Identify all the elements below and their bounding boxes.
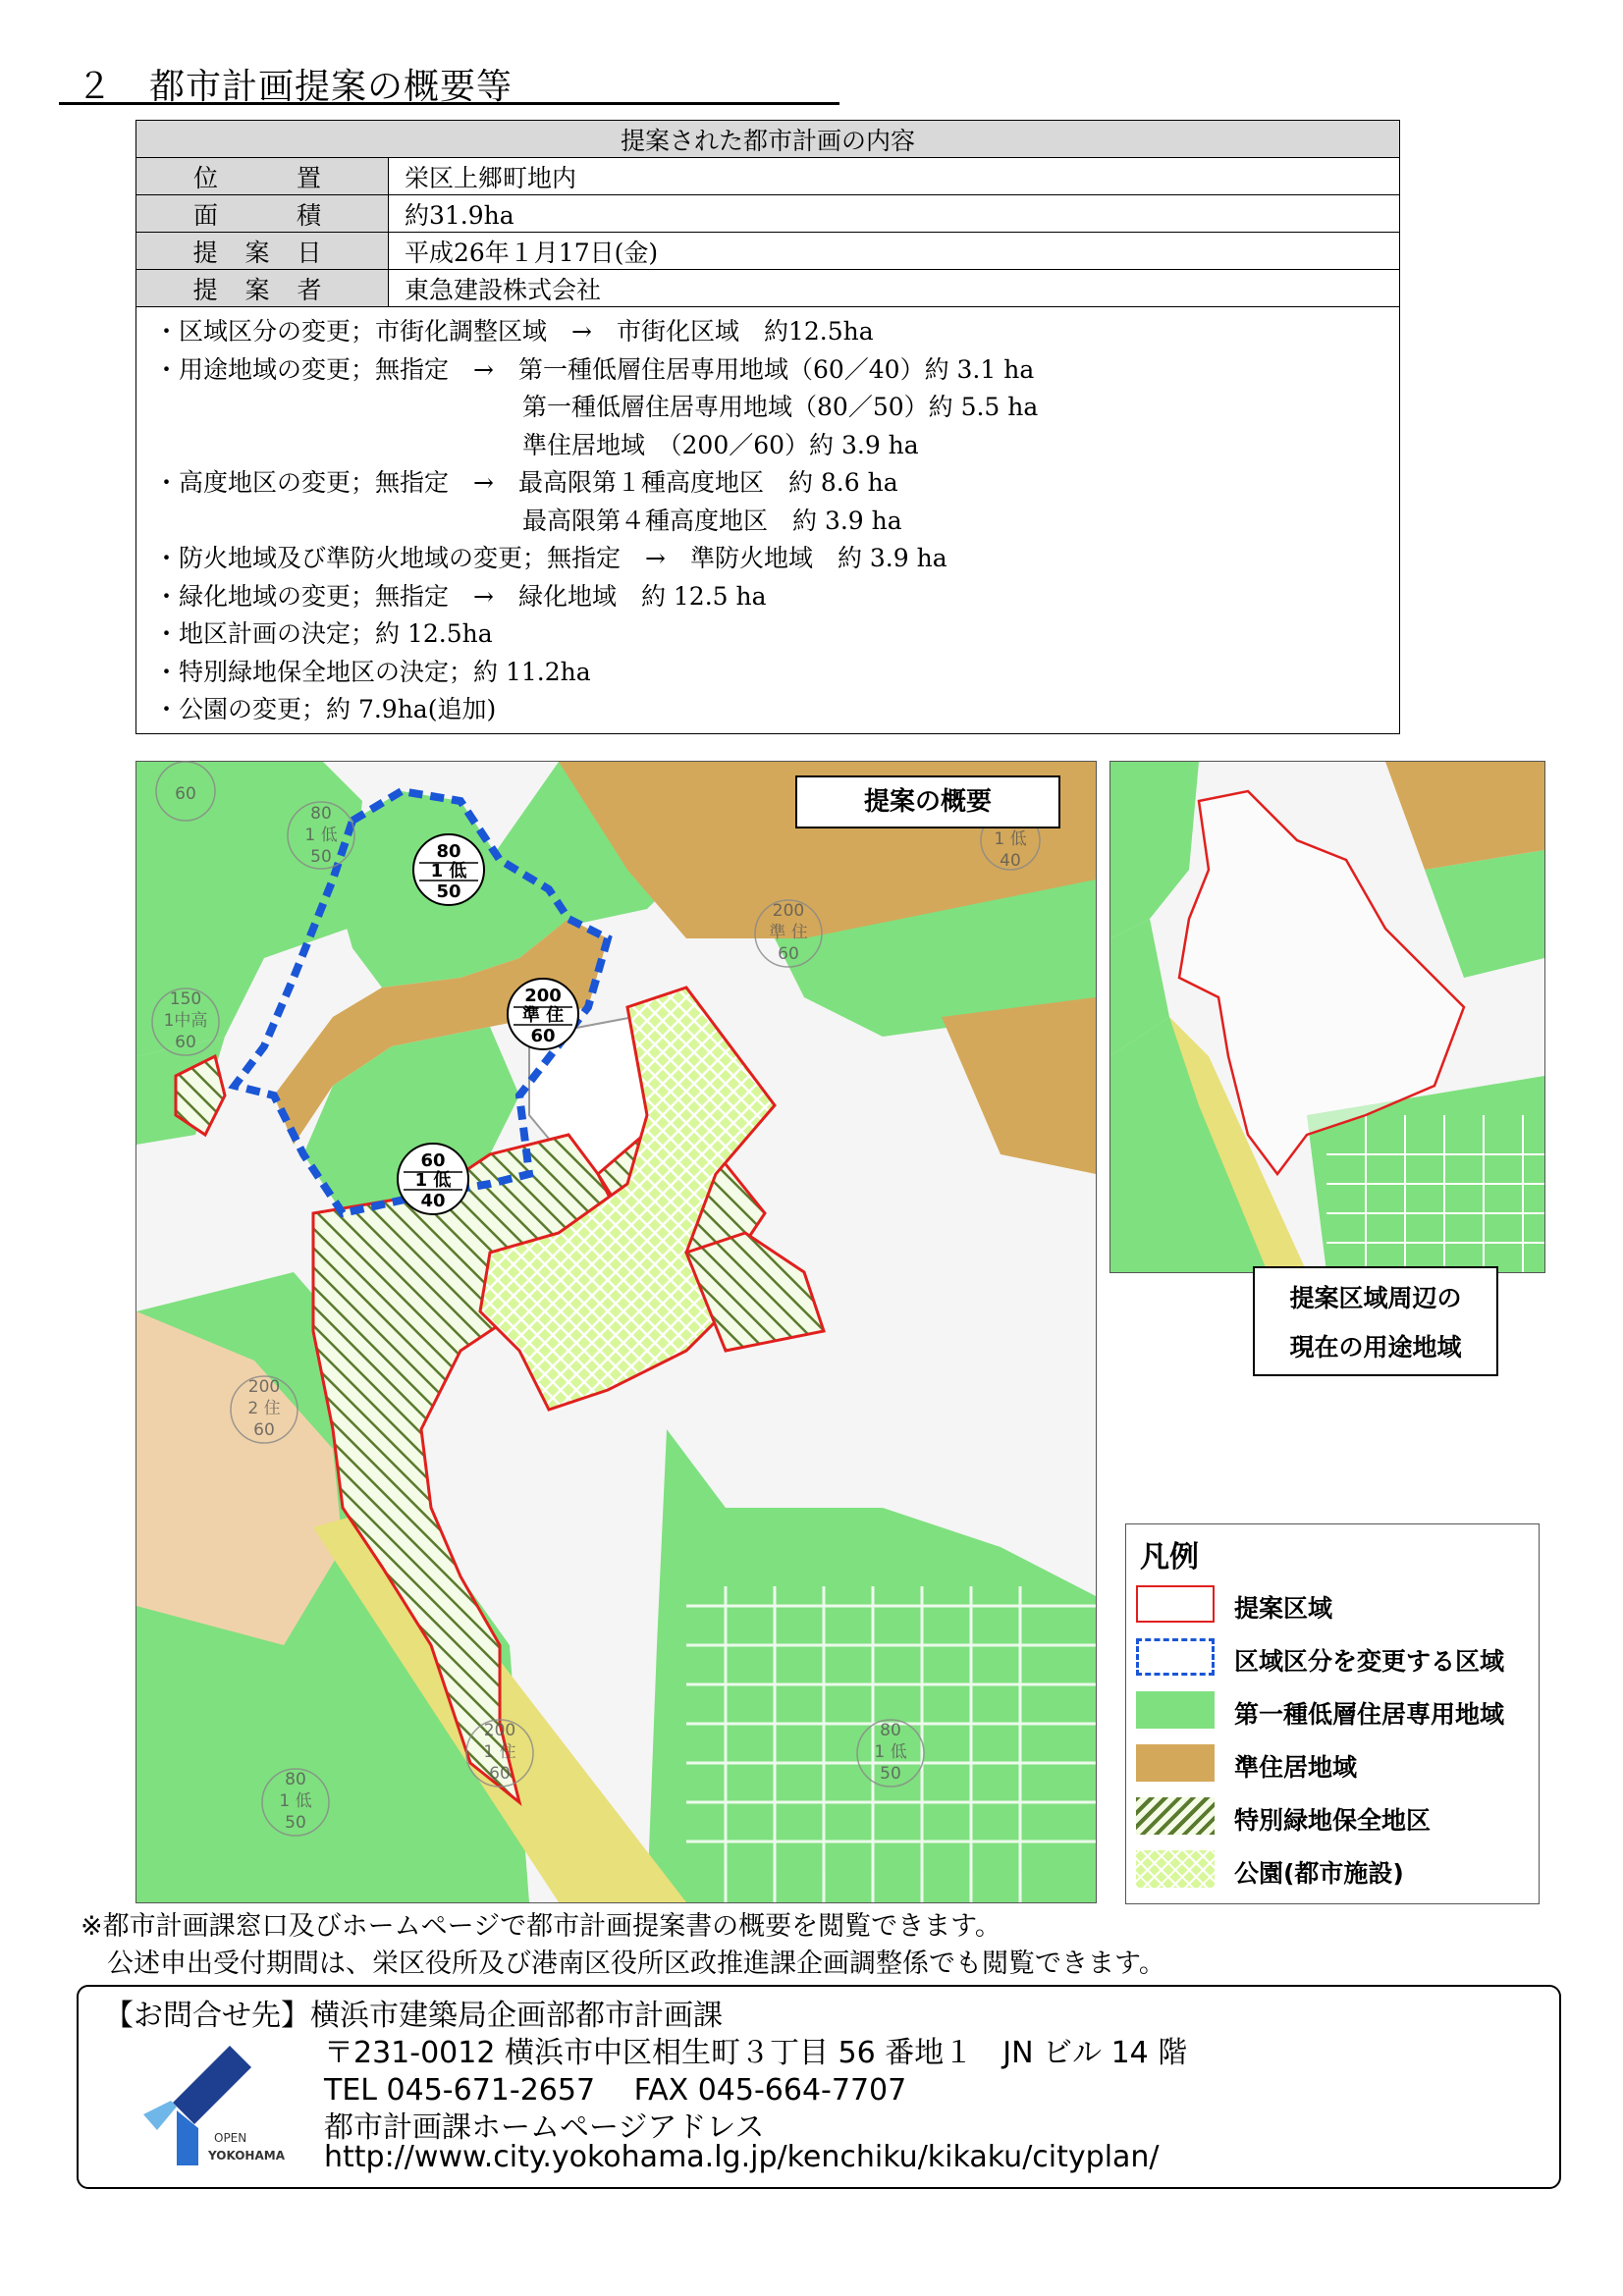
zone-label-bottom: 60 [530,1026,556,1046]
contact-box [77,1985,1561,2189]
legend-swatch-park [1136,1850,1215,1888]
zone-label-top: 200 [524,986,562,1006]
contact-heading: 【お問合せ先】横浜市建築局企画部都市計画課 [104,1999,723,2033]
zone-label-mid: 準 住 [521,1005,565,1026]
value-area: 約31.9ha [389,195,1400,233]
bg-zone-label: 60 [175,1033,196,1052]
inset-caption [1253,1266,1498,1376]
bg-zone-label: 1 低 [874,1742,907,1762]
bg-zone-label: 80 [310,804,332,824]
item-line: ・区域区分の変更；市街化調整区域 → 市街化区域 約12.5ha [154,317,874,346]
legend-swatch-green-conservation [1136,1797,1215,1835]
item-line: ・緑化地域の変更；無指定 → 緑化地域 約 12.5 ha [154,581,767,611]
proposal-map [135,761,1097,1903]
inset-map [1109,761,1545,1273]
note-line-2: 公述申出受付期間は、栄区役所及び港南区役所区政推進課企画調整係でも閲覧できます。 [81,1949,1165,1979]
logo-text-open: OPEN [214,2131,247,2145]
contact-url-label: 都市計画課ホームページアドレス [324,2110,765,2145]
note-line-1: ※都市計画課窓口及びホームページで都市計画提案書の概要を閲覧できます。 [81,1911,1001,1942]
inset-caption-line-1: 提案区域周辺の [1289,1284,1462,1312]
item-line: ・公園の変更；約 7.9ha(追加) [154,695,497,723]
zone-label-top: 60 [420,1150,446,1171]
bg-zone-label: 1 低 [994,829,1027,849]
legend-swatch-quasi-residential [1136,1744,1215,1782]
bg-zone-label: 1 低 [304,826,338,845]
bg-zone-label: 40 [1000,851,1021,871]
label-area: 面 積 [136,195,389,233]
section-heading-text: ２ 都市計画提案の概要等 [77,67,514,107]
map-legend [1125,1523,1540,1904]
zone-label-mid: 1 低 [430,861,467,881]
bg-zone-label: 1 低 [279,1791,312,1811]
logo-text-yokohama: YOKOHAMA [208,2149,285,2163]
bg-zone-label: 200 [483,1721,516,1740]
legend-label: 準住居地域 [1234,1753,1358,1782]
legend-label: 第一種低層住居専用地域 [1234,1700,1505,1729]
zone-label-mid: 1 低 [414,1170,452,1191]
legend-swatch-division-change [1136,1638,1215,1676]
value-proposer: 東急建設株式会社 [389,270,1400,307]
map-title: 提案の概要 [795,775,1060,828]
bg-zone-label: 50 [310,847,332,867]
open-yokohama-logo [134,2032,285,2179]
bg-zone-label: 60 [489,1764,511,1784]
bg-zone-label: 200 [772,901,805,921]
label-date: 提 案 日 [136,233,389,270]
legend-swatch-low-rise [1136,1691,1215,1729]
bg-zone-label: 50 [285,1813,306,1833]
bg-zone-label: 150 [169,989,202,1009]
table-header: 提案された都市計画の内容 [136,121,1400,158]
zone-label-bottom: 50 [436,881,461,902]
item-line: 準住居地域 （200／60）約 3.9 ha [154,430,919,459]
change-items [136,307,1400,734]
item-line: 最高限第４種高度地区 約 3.9 ha [154,506,902,535]
legend-label: 提案区域 [1234,1594,1333,1623]
bg-zone-label: 80 [285,1770,306,1789]
legend-swatch-proposal-area [1136,1585,1215,1623]
item-line: 第一種低層住居専用地域（80／50）約 5.5 ha [154,393,1039,421]
bg-zone-label: 準 住 [769,923,808,942]
item-line: ・防火地域及び準防火地域の変更；無指定 → 準防火地域 約 3.9 ha [154,544,947,572]
bg-zone-label: 60 [778,944,799,964]
contact-address: 〒231-0012 横浜市中区相生町３丁目 56 番地１ JN ビル 14 階 [324,2036,1188,2070]
item-line: ・高度地区の変更；無指定 → 最高限第１種高度地区 約 8.6 ha [154,468,898,497]
contact-url-link[interactable]: http://www.city.yokohama.lg.jp/kenchiku/kikaku/cityplan/ [324,2140,1160,2174]
item-line: ・用途地域の変更；無指定 → 第一種低層住居専用地域（60／40）約 3.1 ha [154,354,1035,384]
label-proposer: 提 案 者 [136,270,389,307]
item-line: ・特別緑地保全地区の決定；約 11.2ha [154,657,591,686]
bg-zone-label: 1中高 [163,1011,208,1031]
bg-zone-label: 1 住 [483,1742,516,1762]
label-location: 位 置 [136,158,389,195]
bg-zone-label: 60 [253,1420,275,1440]
zone-label-top: 80 [436,841,461,862]
bg-zone-label: 2 住 [247,1399,281,1418]
item-line: ・地区計画の決定；約 12.5ha [154,619,493,648]
section-heading [59,57,839,105]
legend-label: 区域区分を変更する区域 [1234,1647,1505,1676]
value-location: 栄区上郷町地内 [389,158,1400,195]
contact-tel-fax: TEL 045-671-2657 FAX 045-664-7707 [324,2073,907,2108]
bg-zone-label: 50 [880,1764,901,1784]
inset-caption-line-2: 現在の用途地域 [1289,1333,1462,1362]
bg-zone-label: 60 [175,784,196,804]
value-date: 平成26年１月17日(金) [389,233,1400,270]
proposal-table [135,120,1400,734]
legend-label: 公園(都市施設) [1234,1859,1404,1888]
legend-title: 凡例 [1140,1540,1199,1575]
bg-zone-label: 80 [880,1721,901,1740]
zone-label-bottom: 40 [420,1191,446,1211]
bg-zone-label: 200 [247,1377,281,1397]
legend-label: 特別緑地保全地区 [1234,1806,1432,1835]
